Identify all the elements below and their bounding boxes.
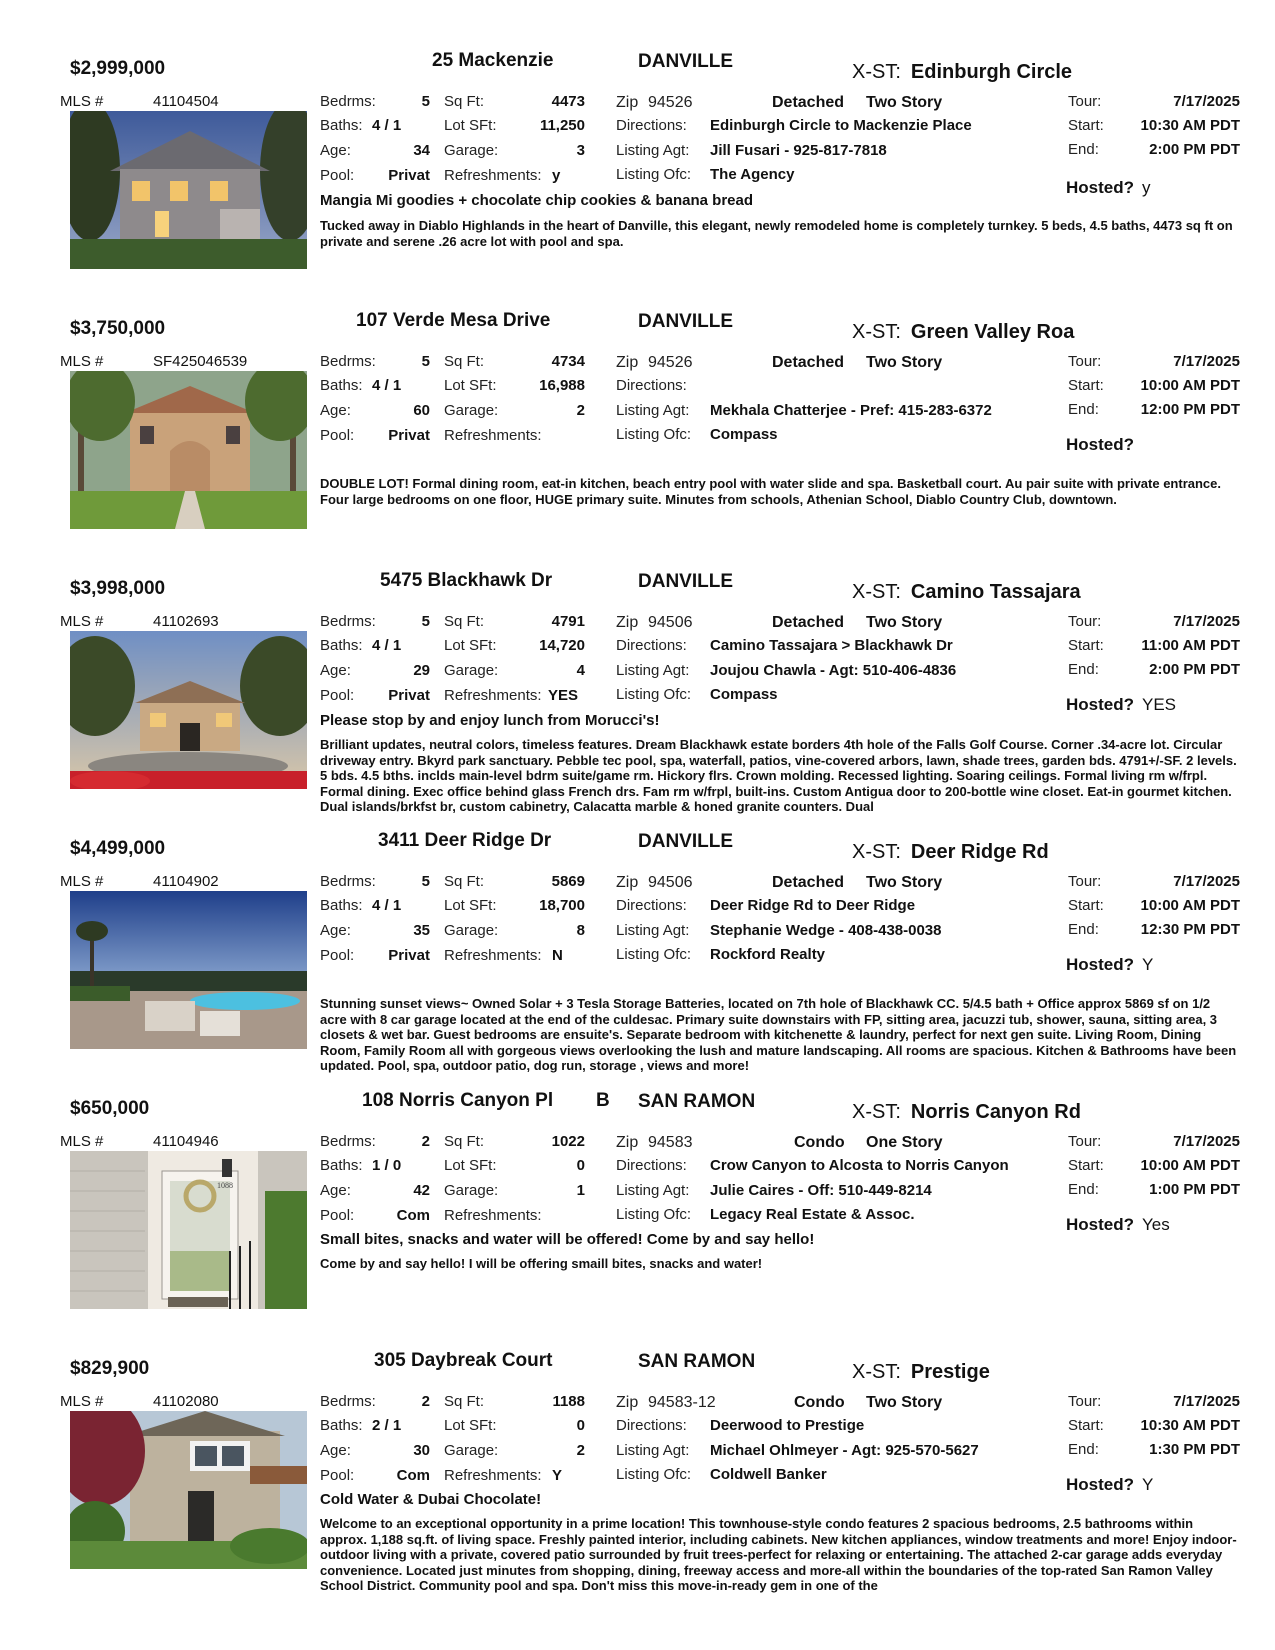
refreshments-value: Y <box>552 1467 563 1484</box>
age-label: Age: <box>320 142 351 159</box>
sqft-value: 5869 <box>551 873 585 890</box>
tour-date: 7/17/2025 <box>1173 873 1240 890</box>
hosted-value: Y <box>1142 955 1154 974</box>
listing-agent-label: Listing Agt: <box>616 142 690 159</box>
hosted-field <box>1066 178 1151 198</box>
listing-agent-label: Listing Agt: <box>616 1442 690 1459</box>
baths-label: Baths: <box>320 377 363 394</box>
listing-agent-value: Mekhala Chatterjee - Pref: 415-283-6372 <box>710 402 992 419</box>
property-stories: One Story <box>866 1134 943 1151</box>
pool-value: Privat <box>388 687 430 704</box>
hosted-value: Y <box>1142 1475 1154 1494</box>
garage-value: 3 <box>576 142 585 159</box>
lotsft-label: Lot SFt: <box>444 1417 497 1434</box>
listing-photo[interactable] <box>70 111 307 269</box>
listing-agent-value: Stephanie Wedge - 408-438-0038 <box>710 922 942 939</box>
age-label: Age: <box>320 1182 351 1199</box>
pool-label: Pool: <box>320 947 355 964</box>
lotsft-label: Lot SFt: <box>444 377 497 394</box>
pool-value: Com <box>396 1207 430 1224</box>
sqft-label: Sq Ft: <box>444 353 485 370</box>
pool-label: Pool: <box>320 167 355 184</box>
garage-value: 4 <box>576 662 585 679</box>
start-label: Start: <box>1068 117 1104 134</box>
garage-label: Garage: <box>444 922 499 939</box>
end-time: 1:30 PM PDT <box>1149 1441 1240 1458</box>
baths-label: Baths: <box>320 637 363 654</box>
garage-label: Garage: <box>444 402 499 419</box>
zip-label: Zip <box>616 614 639 631</box>
listing-price: $2,999,000 <box>70 58 166 79</box>
listing-card <box>0 1348 1275 1610</box>
listing-agent-label: Listing Agt: <box>616 922 690 939</box>
baths-label: Baths: <box>320 1417 363 1434</box>
listing-city: DANVILLE <box>638 831 733 852</box>
bedrms-label: Bedrms: <box>320 613 376 630</box>
cross-street-label: X-ST: <box>852 841 901 863</box>
listing-agent-value: Michael Ohlmeyer - Agt: 925-570-5627 <box>710 1442 979 1459</box>
hosted-label: Hosted? <box>1066 435 1134 454</box>
hosted-label: Hosted? <box>1066 695 1134 714</box>
end-label: End: <box>1068 401 1099 418</box>
cross-street-value: Camino Tassajara <box>910 581 1081 603</box>
zip-value: 94583 <box>648 1134 693 1151</box>
bedrms-label: Bedrms: <box>320 1133 376 1150</box>
open-house-note: Please stop by and enjoy lunch from Morucci's! <box>320 712 660 729</box>
listing-card <box>0 568 1275 830</box>
refreshments-value: y <box>552 167 561 184</box>
mls-number: 41104504 <box>153 93 219 110</box>
refreshments-label: Refreshments: <box>444 687 542 704</box>
start-time: 10:00 AM PDT <box>1140 897 1240 914</box>
listing-price: $650,000 <box>70 1098 150 1119</box>
bedrms-label: Bedrms: <box>320 353 376 370</box>
zip-label: Zip <box>616 94 639 111</box>
listing-agent-value: Julie Caires - Off: 510-449-8214 <box>710 1182 932 1199</box>
lotsft-value: 18,700 <box>539 897 585 914</box>
listing-address: 107 Verde Mesa Drive <box>356 310 551 331</box>
lotsft-value: 0 <box>576 1157 585 1174</box>
listing-photo[interactable] <box>70 1151 307 1309</box>
sqft-value: 4734 <box>551 353 585 370</box>
listing-description: Stunning sunset views~ Owned Solar + 3 Tesla Storage Batteries, located on 7th hole of Blackhawk CC. 5/4.5 bath + Office approx 5869 sf on 1/2 acre with 8 car garage located at the end of the culdesac. Primary suite downstairs with FP, sitting area, jacuzzi tub, shower, sauna, sitting area, 3 closets & wet bar. Guest bedrooms are ensuite's. Separate bedroom with kitchenette & laundry, perfect for next gen suite. Living Room, Dining Room, Family Room all with gorgeous views overlooking the lush and mature landscaping. All rooms are spacious. Kitchen & Bathrooms have been updated. Pool, spa, outdoor patio, dog run, storage , views and more! <box>320 996 1237 1073</box>
baths-value: 4 / 1 <box>372 117 402 134</box>
sqft-value: 1022 <box>551 1133 585 1150</box>
property-stories: Two Story <box>866 94 943 111</box>
hosted-field <box>1066 955 1153 975</box>
sqft-label: Sq Ft: <box>444 873 485 890</box>
property-type: Detached <box>772 874 845 891</box>
hosted-label: Hosted? <box>1066 178 1134 197</box>
lotsft-label: Lot SFt: <box>444 1157 497 1174</box>
hosted-label: Hosted? <box>1066 1215 1134 1234</box>
hosted-value: y <box>1142 178 1151 197</box>
listing-city: DANVILLE <box>638 311 733 332</box>
cross-street-label: X-ST: <box>852 581 901 603</box>
listing-office-value: Rockford Realty <box>710 946 826 963</box>
tour-label: Tour: <box>1068 613 1102 630</box>
garage-label: Garage: <box>444 662 499 679</box>
lotsft-label: Lot SFt: <box>444 897 497 914</box>
garage-label: Garage: <box>444 1442 499 1459</box>
hosted-field <box>1066 435 1142 455</box>
listing-agent-value: Jill Fusari - 925-817-7818 <box>710 142 887 159</box>
tour-date: 7/17/2025 <box>1173 1393 1240 1410</box>
listing-office-value: Compass <box>710 426 778 443</box>
sqft-value: 4791 <box>551 613 585 630</box>
photo-house-number: 1088 <box>217 1181 233 1190</box>
bedrms-value: 5 <box>421 613 430 630</box>
mls-label: MLS # <box>60 1393 104 1410</box>
directions-label: Directions: <box>616 897 687 914</box>
property-type: Detached <box>772 614 845 631</box>
directions-value: Edinburgh Circle to Mackenzie Place <box>710 117 972 134</box>
listing-card <box>0 1088 1275 1350</box>
listing-address: 305 Daybreak Court <box>374 1350 553 1371</box>
cross-street-value: Norris Canyon Rd <box>910 1101 1081 1123</box>
listing-office-label: Listing Ofc: <box>616 1466 692 1483</box>
listing-agent-value: Joujou Chawla - Agt: 510-406-4836 <box>710 662 957 679</box>
lotsft-value: 14,720 <box>539 637 585 654</box>
directions-value: Crow Canyon to Alcosta to Norris Canyon <box>710 1157 1009 1174</box>
age-value: 34 <box>413 142 430 159</box>
listing-photo[interactable] <box>70 371 307 529</box>
pool-label: Pool: <box>320 1207 355 1224</box>
start-label: Start: <box>1068 897 1104 914</box>
cross-street <box>852 841 1049 864</box>
age-label: Age: <box>320 922 351 939</box>
property-stories: Two Story <box>866 1394 943 1411</box>
listing-description: Welcome to an exceptional opportunity in a prime location! This townhouse-style condo features 2 spacious bedrooms, 2.5 bathrooms within approx. 1,188 sq.ft. of living space. Freshly painted interior, including cabinets. New kitchen appliances, window treatments and more! Enjoy indoor-outdoor living with a private, covered patio surrounded by fruit trees-perfect for relaxing or entertaining. The attached 2-car garage adds everyday convenience. Located just minutes from shopping, dining, freeway access and more-all within the boundaries of the top-rated San Ramon Valley School District. Community pool and spa. Don't miss this move-in-ready gem in one of the <box>320 1516 1237 1593</box>
listing-agent-label: Listing Agt: <box>616 662 690 679</box>
directions-label: Directions: <box>616 1157 687 1174</box>
directions-value: Deerwood to Prestige <box>710 1417 865 1434</box>
listing-card <box>0 48 1275 310</box>
directions-value: Deer Ridge Rd to Deer Ridge <box>710 897 916 914</box>
tour-date: 7/17/2025 <box>1173 353 1240 370</box>
listing-city: SAN RAMON <box>638 1351 756 1372</box>
hosted-field <box>1066 1475 1153 1495</box>
cross-street-value: Edinburgh Circle <box>910 61 1073 83</box>
property-type: Condo <box>794 1134 845 1151</box>
directions-label: Directions: <box>616 117 687 134</box>
listing-office-label: Listing Ofc: <box>616 426 692 443</box>
start-label: Start: <box>1068 1417 1104 1434</box>
bedrms-value: 5 <box>421 93 430 110</box>
hosted-value: Yes <box>1142 1215 1170 1234</box>
garage-value: 2 <box>576 1442 585 1459</box>
pool-label: Pool: <box>320 1467 355 1484</box>
listing-price: $3,750,000 <box>70 318 166 339</box>
cross-street <box>852 1101 1081 1124</box>
refreshments-label: Refreshments: <box>444 1467 542 1484</box>
mls-number: SF425046539 <box>153 353 248 370</box>
listing-description: Come by and say hello! I will be offering smaill bites, snacks and water! <box>320 1256 763 1271</box>
tour-date: 7/17/2025 <box>1173 1133 1240 1150</box>
lotsft-label: Lot SFt: <box>444 637 497 654</box>
refreshments-value: N <box>552 947 563 964</box>
listing-address: 3411 Deer Ridge Dr <box>378 830 552 851</box>
zip-label: Zip <box>616 1134 639 1151</box>
garage-value: 2 <box>576 402 585 419</box>
mls-number: 41104946 <box>153 1133 219 1150</box>
baths-value: 4 / 1 <box>372 637 402 654</box>
bedrms-value: 5 <box>421 873 430 890</box>
end-time: 2:00 PM PDT <box>1149 141 1240 158</box>
property-type: Condo <box>794 1394 845 1411</box>
hosted-value: YES <box>1142 695 1177 714</box>
end-label: End: <box>1068 1441 1099 1458</box>
listing-city: DANVILLE <box>638 571 733 592</box>
listing-city: SAN RAMON <box>638 1091 756 1112</box>
hosted-field <box>1066 1215 1170 1235</box>
listing-price: $3,998,000 <box>70 578 166 599</box>
open-house-note: Small bites, snacks and water will be offered! Come by and say hello! <box>320 1231 815 1248</box>
listing-photo[interactable] <box>70 1411 307 1569</box>
mls-number: 41104902 <box>153 873 219 890</box>
listing-office-value: The Agency <box>710 166 795 183</box>
refreshments-label: Refreshments: <box>444 427 542 444</box>
cross-street <box>852 321 1074 344</box>
baths-value: 1 / 0 <box>372 1157 402 1174</box>
hosted-label: Hosted? <box>1066 1475 1134 1494</box>
refreshments-label: Refreshments: <box>444 947 542 964</box>
cross-street-label: X-ST: <box>852 321 901 343</box>
listing-office-value: Coldwell Banker <box>710 1466 827 1483</box>
tour-label: Tour: <box>1068 93 1102 110</box>
start-time: 10:30 AM PDT <box>1140 1417 1240 1434</box>
bedrms-label: Bedrms: <box>320 93 376 110</box>
zip-label: Zip <box>616 354 639 371</box>
listing-price: $829,900 <box>70 1358 150 1379</box>
directions-label: Directions: <box>616 377 687 394</box>
pool-label: Pool: <box>320 687 355 704</box>
pool-value: Privat <box>388 947 430 964</box>
directions-value: Camino Tassajara > Blackhawk Dr <box>710 637 953 654</box>
cross-street-label: X-ST: <box>852 1101 901 1123</box>
zip-value: 94526 <box>648 94 693 111</box>
listing-office-label: Listing Ofc: <box>616 1206 692 1223</box>
tour-label: Tour: <box>1068 1133 1102 1150</box>
baths-value: 4 / 1 <box>372 897 402 914</box>
end-label: End: <box>1068 141 1099 158</box>
sqft-label: Sq Ft: <box>444 93 485 110</box>
listing-description: Tucked away in Diablo Highlands in the heart of Danville, this elegant, newly remodeled home is completely turnkey. 5 beds, 4.5 baths, 4473 sq ft on private and serene .26 acre lot with pool and spa. <box>320 218 1233 249</box>
hosted-label: Hosted? <box>1066 955 1134 974</box>
cross-street-value: Prestige <box>910 1361 990 1383</box>
end-label: End: <box>1068 661 1099 678</box>
cross-street <box>852 581 1081 604</box>
listing-photo[interactable] <box>70 891 307 1049</box>
tour-date: 7/17/2025 <box>1173 613 1240 630</box>
lotsft-label: Lot SFt: <box>444 117 497 134</box>
end-label: End: <box>1068 921 1099 938</box>
zip-value: 94583-12 <box>648 1394 716 1411</box>
zip-value: 94526 <box>648 354 693 371</box>
listing-agent-label: Listing Agt: <box>616 402 690 419</box>
listing-description: DOUBLE LOT! Formal dining room, eat-in kitchen, beach entry pool with water slide and spa. Basketball court. Au pair suite with private entrance. Four large bedrooms on one floor, HUGE primary suite. Minutes from schools, Athenian School, Diablo Country Club, downtown. <box>320 476 1222 507</box>
garage-label: Garage: <box>444 142 499 159</box>
lotsft-value: 0 <box>576 1417 585 1434</box>
mls-label: MLS # <box>60 613 104 630</box>
cross-street <box>852 1361 990 1384</box>
listing-price: $4,499,000 <box>70 838 166 859</box>
property-stories: Two Story <box>866 614 943 631</box>
open-house-note: Cold Water & Dubai Chocolate! <box>320 1491 542 1508</box>
tour-label: Tour: <box>1068 353 1102 370</box>
tour-date: 7/17/2025 <box>1173 93 1240 110</box>
bedrms-value: 2 <box>421 1133 430 1150</box>
refreshments-label: Refreshments: <box>444 1207 542 1224</box>
lotsft-value: 16,988 <box>539 377 585 394</box>
start-time: 10:00 AM PDT <box>1140 1157 1240 1174</box>
open-house-note: Mangia Mi goodies + chocolate chip cookies & banana bread <box>320 192 754 209</box>
listing-office-value: Legacy Real Estate & Assoc. <box>710 1206 915 1223</box>
lotsft-value: 11,250 <box>539 117 585 134</box>
pool-value: Privat <box>388 167 430 184</box>
listing-address: 108 Norris Canyon Pl <box>362 1090 554 1111</box>
cross-street-value: Deer Ridge Rd <box>910 841 1049 863</box>
directions-label: Directions: <box>616 637 687 654</box>
zip-value: 94506 <box>648 874 693 891</box>
listing-photo[interactable] <box>70 631 307 789</box>
bedrms-label: Bedrms: <box>320 1393 376 1410</box>
age-value: 30 <box>413 1442 430 1459</box>
start-label: Start: <box>1068 377 1104 394</box>
sqft-label: Sq Ft: <box>444 1133 485 1150</box>
sqft-value: 4473 <box>551 93 585 110</box>
end-label: End: <box>1068 1181 1099 1198</box>
start-label: Start: <box>1068 1157 1104 1174</box>
pool-label: Pool: <box>320 427 355 444</box>
property-stories: Two Story <box>866 354 943 371</box>
baths-label: Baths: <box>320 897 363 914</box>
listing-card <box>0 308 1275 570</box>
hosted-field <box>1066 695 1176 715</box>
baths-value: 4 / 1 <box>372 377 402 394</box>
garage-label: Garage: <box>444 1182 499 1199</box>
zip-label: Zip <box>616 874 639 891</box>
cross-street-label: X-ST: <box>852 1361 901 1383</box>
end-time: 2:00 PM PDT <box>1149 661 1240 678</box>
end-time: 12:30 PM PDT <box>1140 921 1240 938</box>
garage-value: 1 <box>576 1182 585 1199</box>
start-time: 10:00 AM PDT <box>1140 377 1240 394</box>
sqft-label: Sq Ft: <box>444 613 485 630</box>
listing-city: DANVILLE <box>638 51 733 72</box>
bedrms-label: Bedrms: <box>320 873 376 890</box>
listing-unit: B <box>596 1090 610 1111</box>
directions-label: Directions: <box>616 1417 687 1434</box>
end-time: 12:00 PM PDT <box>1140 401 1240 418</box>
baths-value: 2 / 1 <box>372 1417 402 1434</box>
start-time: 10:30 AM PDT <box>1140 117 1240 134</box>
bedrms-value: 2 <box>421 1393 430 1410</box>
zip-value: 94506 <box>648 614 693 631</box>
cross-street-label: X-ST: <box>852 61 901 83</box>
cross-street-value: Green Valley Roa <box>910 321 1075 343</box>
listing-address: 25 Mackenzie <box>432 50 554 71</box>
start-label: Start: <box>1068 637 1104 654</box>
baths-label: Baths: <box>320 117 363 134</box>
mls-label: MLS # <box>60 93 104 110</box>
bedrms-value: 5 <box>421 353 430 370</box>
pool-value: Com <box>396 1467 430 1484</box>
garage-value: 8 <box>576 922 585 939</box>
end-time: 1:00 PM PDT <box>1149 1181 1240 1198</box>
listing-address: 5475 Blackhawk Dr <box>380 570 553 591</box>
property-stories: Two Story <box>866 874 943 891</box>
listing-office-label: Listing Ofc: <box>616 946 692 963</box>
age-value: 29 <box>413 662 430 679</box>
mls-number: 41102693 <box>153 613 219 630</box>
listing-office-label: Listing Ofc: <box>616 686 692 703</box>
listing-agent-label: Listing Agt: <box>616 1182 690 1199</box>
age-value: 60 <box>413 402 430 419</box>
tour-label: Tour: <box>1068 873 1102 890</box>
mls-label: MLS # <box>60 1133 104 1150</box>
age-label: Age: <box>320 662 351 679</box>
listing-office-value: Compass <box>710 686 778 703</box>
pool-value: Privat <box>388 427 430 444</box>
zip-label: Zip <box>616 1394 639 1411</box>
mls-number: 41102080 <box>153 1393 219 1410</box>
age-label: Age: <box>320 402 351 419</box>
property-type: Detached <box>772 94 845 111</box>
tour-label: Tour: <box>1068 1393 1102 1410</box>
listing-description: Brilliant updates, neutral colors, timeless features. Dream Blackhawk estate borders 4th hole of the Falls Golf Course. Corner .34-acre lot. Circular driveway entry. Bkyrd park sanctuary. Pebble tec pool, spa, waterfall, patios, vine-covered arbors, lawn, shade trees, garden bds. 4791+/-SF. 2 levels. 5 bds. 4.5 bths. inclds main-level bdrm suite/game rm. Hickory flrs. Crown molding. Recessed lighting. Soaring ceilings. Formal living rm w/frpl. Formal dining. Exec office behind glass French drs. Fam rm w/frpl, built-ins. Custom Antigua door to 200-bottle wine closet. Eat-in gourmet kitchen. Dual islands/brkfst br, custom cabinetry, Calacatta marble & honed granite counters. Dual <box>320 737 1237 814</box>
age-label: Age: <box>320 1442 351 1459</box>
start-time: 11:00 AM PDT <box>1141 637 1240 654</box>
refreshments-value: YES <box>548 687 579 704</box>
age-value: 35 <box>413 922 430 939</box>
age-value: 42 <box>413 1182 430 1199</box>
mls-label: MLS # <box>60 873 104 890</box>
listing-card <box>0 828 1275 1090</box>
refreshments-label: Refreshments: <box>444 167 542 184</box>
property-type: Detached <box>772 354 845 371</box>
cross-street <box>852 61 1072 84</box>
baths-label: Baths: <box>320 1157 363 1174</box>
sqft-label: Sq Ft: <box>444 1393 485 1410</box>
sqft-value: 1188 <box>552 1393 585 1410</box>
listing-office-label: Listing Ofc: <box>616 166 692 183</box>
mls-label: MLS # <box>60 353 104 370</box>
